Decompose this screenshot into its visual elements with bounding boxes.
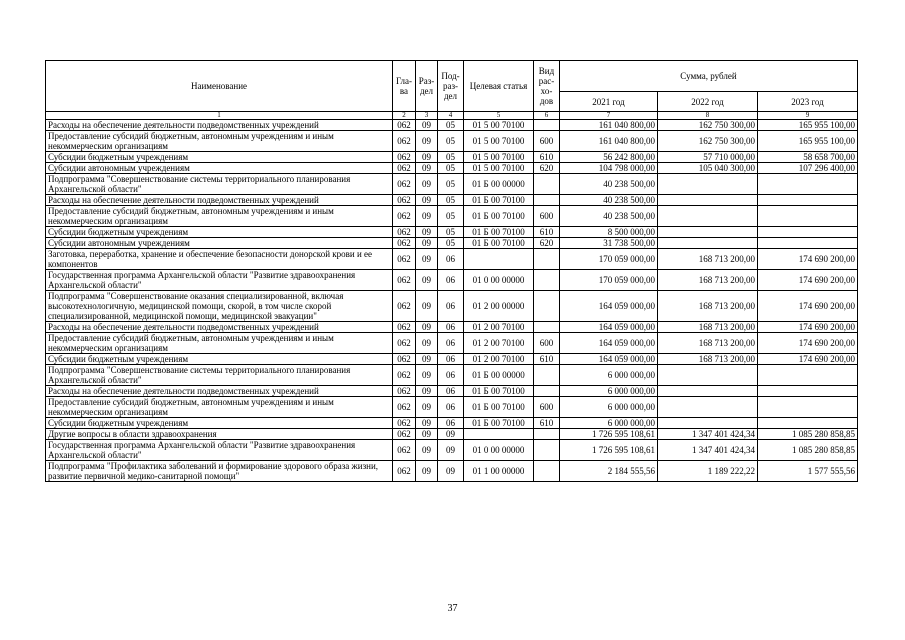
cell-podrazdel: 09 (438, 440, 464, 461)
cell-target: 01 5 00 70100 (464, 131, 534, 152)
cell-target: 01 Б 00 70100 (464, 418, 534, 429)
cell-razdel: 09 (416, 152, 438, 163)
cell-glava: 062 (393, 174, 416, 195)
cell-sum-2023 (758, 397, 858, 418)
cell-glava: 062 (393, 163, 416, 174)
cell-vid: 610 (534, 354, 560, 365)
cell-sum-2021: 56 242 800,00 (560, 152, 658, 163)
cell-vid (534, 174, 560, 195)
cell-sum-2021: 1 726 595 108,61 (560, 429, 658, 440)
cell-target: 01 Б 00 00000 (464, 174, 534, 195)
column-number: 7 (560, 112, 658, 120)
table-row (46, 270, 858, 291)
cell-sum-2022 (658, 227, 758, 238)
cell-sum-2021: 6 000 000,00 (560, 386, 658, 397)
cell-sum-2023: 58 658 700,00 (758, 152, 858, 163)
cell-razdel: 09 (416, 429, 438, 440)
cell-vid (534, 291, 560, 322)
cell-razdel: 09 (416, 206, 438, 227)
cell-razdel: 09 (416, 365, 438, 386)
cell-sum-2021: 170 059 000,00 (560, 249, 658, 270)
cell-name: Расходы на обеспечение деятельности подведомственных учреждений (46, 195, 393, 206)
cell-target: 01 1 00 00000 (464, 461, 534, 482)
cell-target: 01 2 00 70100 (464, 322, 534, 333)
cell-razdel: 09 (416, 322, 438, 333)
cell-glava: 062 (393, 365, 416, 386)
header-podrazdel: Под-раз-дел (438, 61, 464, 112)
cell-target (464, 249, 534, 270)
cell-name: Расходы на обеспечение деятельности подведомственных учреждений (46, 386, 393, 397)
cell-sum-2023 (758, 227, 858, 238)
header-year-2023: 2023 год (758, 92, 858, 112)
cell-sum-2021: 6 000 000,00 (560, 418, 658, 429)
cell-sum-2023: 174 690 200,00 (758, 333, 858, 354)
table-row (46, 291, 858, 322)
cell-glava: 062 (393, 397, 416, 418)
cell-vid (534, 120, 560, 131)
cell-sum-2022 (658, 174, 758, 195)
cell-razdel: 09 (416, 461, 438, 482)
header-year-2022: 2022 год (658, 92, 758, 112)
column-number: 8 (658, 112, 758, 120)
cell-sum-2023: 165 955 100,00 (758, 120, 858, 131)
cell-sum-2021: 1 726 595 108,61 (560, 440, 658, 461)
cell-sum-2023: 165 955 100,00 (758, 131, 858, 152)
cell-razdel: 09 (416, 238, 438, 249)
cell-target: 01 Б 00 00000 (464, 365, 534, 386)
cell-sum-2021: 6 000 000,00 (560, 397, 658, 418)
cell-sum-2022: 57 710 000,00 (658, 152, 758, 163)
table-row (46, 397, 858, 418)
header-vid: Вид рас-хо-дов (534, 61, 560, 112)
cell-name: Предоставление субсидий бюджетным, автономным учреждениям и иным некоммерческим организациям (46, 333, 393, 354)
page-number: 37 (447, 603, 458, 614)
cell-razdel: 09 (416, 174, 438, 195)
cell-razdel: 09 (416, 440, 438, 461)
cell-target: 01 5 00 70100 (464, 120, 534, 131)
cell-vid (534, 365, 560, 386)
cell-name: Субсидии бюджетным учреждениям (46, 418, 393, 429)
cell-podrazdel: 05 (438, 120, 464, 131)
table-row (46, 163, 858, 174)
column-number: 2 (393, 112, 416, 120)
header-sum: Сумма, рублей (560, 61, 858, 92)
cell-sum-2021: 170 059 000,00 (560, 270, 658, 291)
cell-target: 01 5 00 70100 (464, 152, 534, 163)
cell-name: Предоставление субсидий бюджетным, автономным учреждениям и иным некоммерческим организациям (46, 131, 393, 152)
cell-name: Подпрограмма "Профилактика заболеваний и формирование здорового образа жизни, развитие первичной медико-санитарной помощи" (46, 461, 393, 482)
cell-razdel: 09 (416, 418, 438, 429)
cell-target: 01 Б 00 70100 (464, 206, 534, 227)
cell-name: Подпрограмма "Совершенствование оказания специализированной, включая высокотехнологичную, медицинской помощи, скорой, в том числе скорой специализированной, медицинской помощи, медицинской эвакуации" (46, 291, 393, 322)
cell-target: 01 Б 00 70100 (464, 238, 534, 249)
table-row (46, 131, 858, 152)
cell-sum-2022: 1 347 401 424,34 (658, 440, 758, 461)
cell-podrazdel: 06 (438, 386, 464, 397)
table-row (46, 206, 858, 227)
cell-glava: 062 (393, 386, 416, 397)
cell-name: Расходы на обеспечение деятельности подведомственных учреждений (46, 120, 393, 131)
table-row (46, 195, 858, 206)
cell-sum-2023 (758, 386, 858, 397)
table-row (46, 333, 858, 354)
cell-vid (534, 386, 560, 397)
cell-podrazdel: 06 (438, 333, 464, 354)
cell-razdel: 09 (416, 131, 438, 152)
cell-podrazdel: 05 (438, 227, 464, 238)
cell-glava: 062 (393, 418, 416, 429)
cell-podrazdel: 05 (438, 238, 464, 249)
table-row (46, 429, 858, 440)
cell-razdel: 09 (416, 163, 438, 174)
cell-sum-2023: 1 577 555,56 (758, 461, 858, 482)
cell-podrazdel: 05 (438, 195, 464, 206)
cell-glava: 062 (393, 429, 416, 440)
cell-sum-2022 (658, 397, 758, 418)
header-glava: Гла-ва (393, 61, 416, 112)
cell-sum-2022: 1 347 401 424,34 (658, 429, 758, 440)
cell-vid (534, 429, 560, 440)
cell-vid: 600 (534, 131, 560, 152)
cell-sum-2022: 105 040 300,00 (658, 163, 758, 174)
cell-sum-2021: 104 798 000,00 (560, 163, 658, 174)
cell-sum-2023: 174 690 200,00 (758, 270, 858, 291)
cell-sum-2023 (758, 195, 858, 206)
cell-podrazdel: 06 (438, 418, 464, 429)
cell-target: 01 Б 00 70100 (464, 195, 534, 206)
cell-vid: 610 (534, 152, 560, 163)
cell-sum-2023 (758, 206, 858, 227)
cell-sum-2022 (658, 418, 758, 429)
cell-target: 01 Б 00 70100 (464, 397, 534, 418)
cell-sum-2023: 1 085 280 858,85 (758, 440, 858, 461)
cell-razdel: 09 (416, 249, 438, 270)
cell-sum-2023: 174 690 200,00 (758, 249, 858, 270)
column-number: 6 (534, 112, 560, 120)
cell-glava: 062 (393, 333, 416, 354)
cell-target: 01 Б 00 70100 (464, 227, 534, 238)
cell-glava: 062 (393, 152, 416, 163)
cell-podrazdel: 06 (438, 270, 464, 291)
column-number: 4 (438, 112, 464, 120)
cell-podrazdel: 05 (438, 163, 464, 174)
cell-podrazdel: 09 (438, 429, 464, 440)
table-row (46, 386, 858, 397)
table-row (46, 152, 858, 163)
cell-name: Субсидии бюджетным учреждениям (46, 152, 393, 163)
cell-vid: 600 (534, 397, 560, 418)
cell-sum-2021: 2 184 555,56 (560, 461, 658, 482)
cell-target: 01 2 00 70100 (464, 333, 534, 354)
column-number: 5 (464, 112, 534, 120)
cell-podrazdel: 06 (438, 397, 464, 418)
column-number: 1 (46, 112, 393, 120)
cell-podrazdel: 05 (438, 152, 464, 163)
cell-sum-2021: 164 059 000,00 (560, 322, 658, 333)
cell-name: Подпрограмма "Совершенствование системы территориального планирования Архангельской области" (46, 174, 393, 195)
cell-razdel: 09 (416, 354, 438, 365)
cell-vid: 610 (534, 227, 560, 238)
cell-name: Предоставление субсидий бюджетным, автономным учреждениям и иным некоммерческим организациям (46, 397, 393, 418)
table-row (46, 440, 858, 461)
header-razdel: Раз-дел (416, 61, 438, 112)
cell-sum-2023 (758, 418, 858, 429)
cell-sum-2021: 6 000 000,00 (560, 365, 658, 386)
cell-sum-2023: 174 690 200,00 (758, 322, 858, 333)
cell-name: Государственная программа Архангельской области "Развитие здравоохранения Архангельской области" (46, 440, 393, 461)
cell-target: 01 5 00 70100 (464, 163, 534, 174)
cell-sum-2021: 40 238 500,00 (560, 174, 658, 195)
cell-name: Субсидии бюджетным учреждениям (46, 227, 393, 238)
table-row (46, 238, 858, 249)
cell-vid: 600 (534, 206, 560, 227)
cell-sum-2023 (758, 365, 858, 386)
cell-sum-2021: 164 059 000,00 (560, 354, 658, 365)
table-row (46, 322, 858, 333)
cell-sum-2021: 164 059 000,00 (560, 333, 658, 354)
cell-podrazdel: 06 (438, 291, 464, 322)
cell-name: Предоставление субсидий бюджетным, автономным учреждениям и иным некоммерческим организациям (46, 206, 393, 227)
table-row (46, 227, 858, 238)
cell-sum-2022 (658, 386, 758, 397)
cell-target: 01 0 00 00000 (464, 440, 534, 461)
cell-glava: 062 (393, 120, 416, 131)
cell-vid (534, 249, 560, 270)
cell-vid (534, 461, 560, 482)
cell-glava: 062 (393, 227, 416, 238)
cell-sum-2022: 168 713 200,00 (658, 333, 758, 354)
cell-razdel: 09 (416, 270, 438, 291)
cell-target (464, 429, 534, 440)
cell-sum-2023 (758, 174, 858, 195)
cell-vid (534, 195, 560, 206)
table-row (46, 249, 858, 270)
cell-target: 01 Б 00 70100 (464, 386, 534, 397)
cell-podrazdel: 05 (438, 174, 464, 195)
cell-podrazdel: 06 (438, 249, 464, 270)
cell-sum-2021: 164 059 000,00 (560, 291, 658, 322)
cell-glava: 062 (393, 249, 416, 270)
cell-glava: 062 (393, 354, 416, 365)
cell-vid (534, 322, 560, 333)
cell-razdel: 09 (416, 291, 438, 322)
budget-table (45, 60, 858, 482)
cell-name: Государственная программа Архангельской области "Развитие здравоохранения Архангельской области" (46, 270, 393, 291)
table-row (46, 461, 858, 482)
cell-name: Субсидии автономным учреждениям (46, 238, 393, 249)
cell-glava: 062 (393, 206, 416, 227)
cell-sum-2022: 168 713 200,00 (658, 270, 758, 291)
cell-name: Другие вопросы в области здравоохранения (46, 429, 393, 440)
cell-glava: 062 (393, 291, 416, 322)
cell-name: Подпрограмма "Совершенствование системы территориального планирования Архангельской области" (46, 365, 393, 386)
cell-sum-2022: 168 713 200,00 (658, 354, 758, 365)
cell-sum-2022: 168 713 200,00 (658, 249, 758, 270)
cell-sum-2021: 40 238 500,00 (560, 206, 658, 227)
cell-sum-2022 (658, 206, 758, 227)
table-row (46, 120, 858, 131)
cell-podrazdel: 06 (438, 365, 464, 386)
cell-vid (534, 440, 560, 461)
cell-glava: 062 (393, 238, 416, 249)
cell-razdel: 09 (416, 333, 438, 354)
cell-glava: 062 (393, 322, 416, 333)
cell-sum-2021: 161 040 800,00 (560, 120, 658, 131)
cell-sum-2021: 8 500 000,00 (560, 227, 658, 238)
column-number: 9 (758, 112, 858, 120)
table-row (46, 365, 858, 386)
cell-sum-2023: 174 690 200,00 (758, 291, 858, 322)
cell-glava: 062 (393, 440, 416, 461)
cell-vid: 620 (534, 163, 560, 174)
cell-glava: 062 (393, 461, 416, 482)
table-row (46, 174, 858, 195)
cell-sum-2022: 1 189 222,22 (658, 461, 758, 482)
cell-target: 01 2 00 00000 (464, 291, 534, 322)
header-name: Наименование (46, 61, 393, 112)
cell-name: Заготовка, переработка, хранение и обеспечение безопасности донорской крови и ее компонентов (46, 249, 393, 270)
cell-sum-2022: 162 750 300,00 (658, 131, 758, 152)
cell-razdel: 09 (416, 227, 438, 238)
cell-sum-2022: 168 713 200,00 (658, 322, 758, 333)
header-year-2021: 2021 год (560, 92, 658, 112)
cell-name: Субсидии автономным учреждениям (46, 163, 393, 174)
cell-sum-2022: 168 713 200,00 (658, 291, 758, 322)
cell-sum-2023: 174 690 200,00 (758, 354, 858, 365)
cell-razdel: 09 (416, 195, 438, 206)
cell-sum-2022: 162 750 300,00 (658, 120, 758, 131)
cell-name: Субсидии бюджетным учреждениям (46, 354, 393, 365)
cell-vid: 600 (534, 333, 560, 354)
cell-sum-2023: 1 085 280 858,85 (758, 429, 858, 440)
cell-sum-2023 (758, 238, 858, 249)
cell-podrazdel: 09 (438, 461, 464, 482)
table-row (46, 418, 858, 429)
cell-sum-2022 (658, 365, 758, 386)
cell-vid: 610 (534, 418, 560, 429)
cell-vid: 620 (534, 238, 560, 249)
cell-sum-2021: 161 040 800,00 (560, 131, 658, 152)
header-target: Целевая статья (464, 61, 534, 112)
cell-target: 01 2 00 70100 (464, 354, 534, 365)
cell-sum-2023: 107 296 400,00 (758, 163, 858, 174)
cell-razdel: 09 (416, 120, 438, 131)
cell-vid (534, 270, 560, 291)
cell-podrazdel: 05 (438, 206, 464, 227)
cell-sum-2021: 40 238 500,00 (560, 195, 658, 206)
column-number-row (46, 112, 858, 120)
cell-sum-2021: 31 738 500,00 (560, 238, 658, 249)
cell-razdel: 09 (416, 397, 438, 418)
cell-sum-2022 (658, 238, 758, 249)
cell-razdel: 09 (416, 386, 438, 397)
cell-podrazdel: 05 (438, 131, 464, 152)
cell-podrazdel: 06 (438, 322, 464, 333)
cell-glava: 062 (393, 131, 416, 152)
cell-glava: 062 (393, 195, 416, 206)
cell-podrazdel: 06 (438, 354, 464, 365)
cell-target: 01 0 00 00000 (464, 270, 534, 291)
cell-name: Расходы на обеспечение деятельности подведомственных учреждений (46, 322, 393, 333)
cell-glava: 062 (393, 270, 416, 291)
cell-sum-2022 (658, 195, 758, 206)
table-row (46, 354, 858, 365)
column-number: 3 (416, 112, 438, 120)
